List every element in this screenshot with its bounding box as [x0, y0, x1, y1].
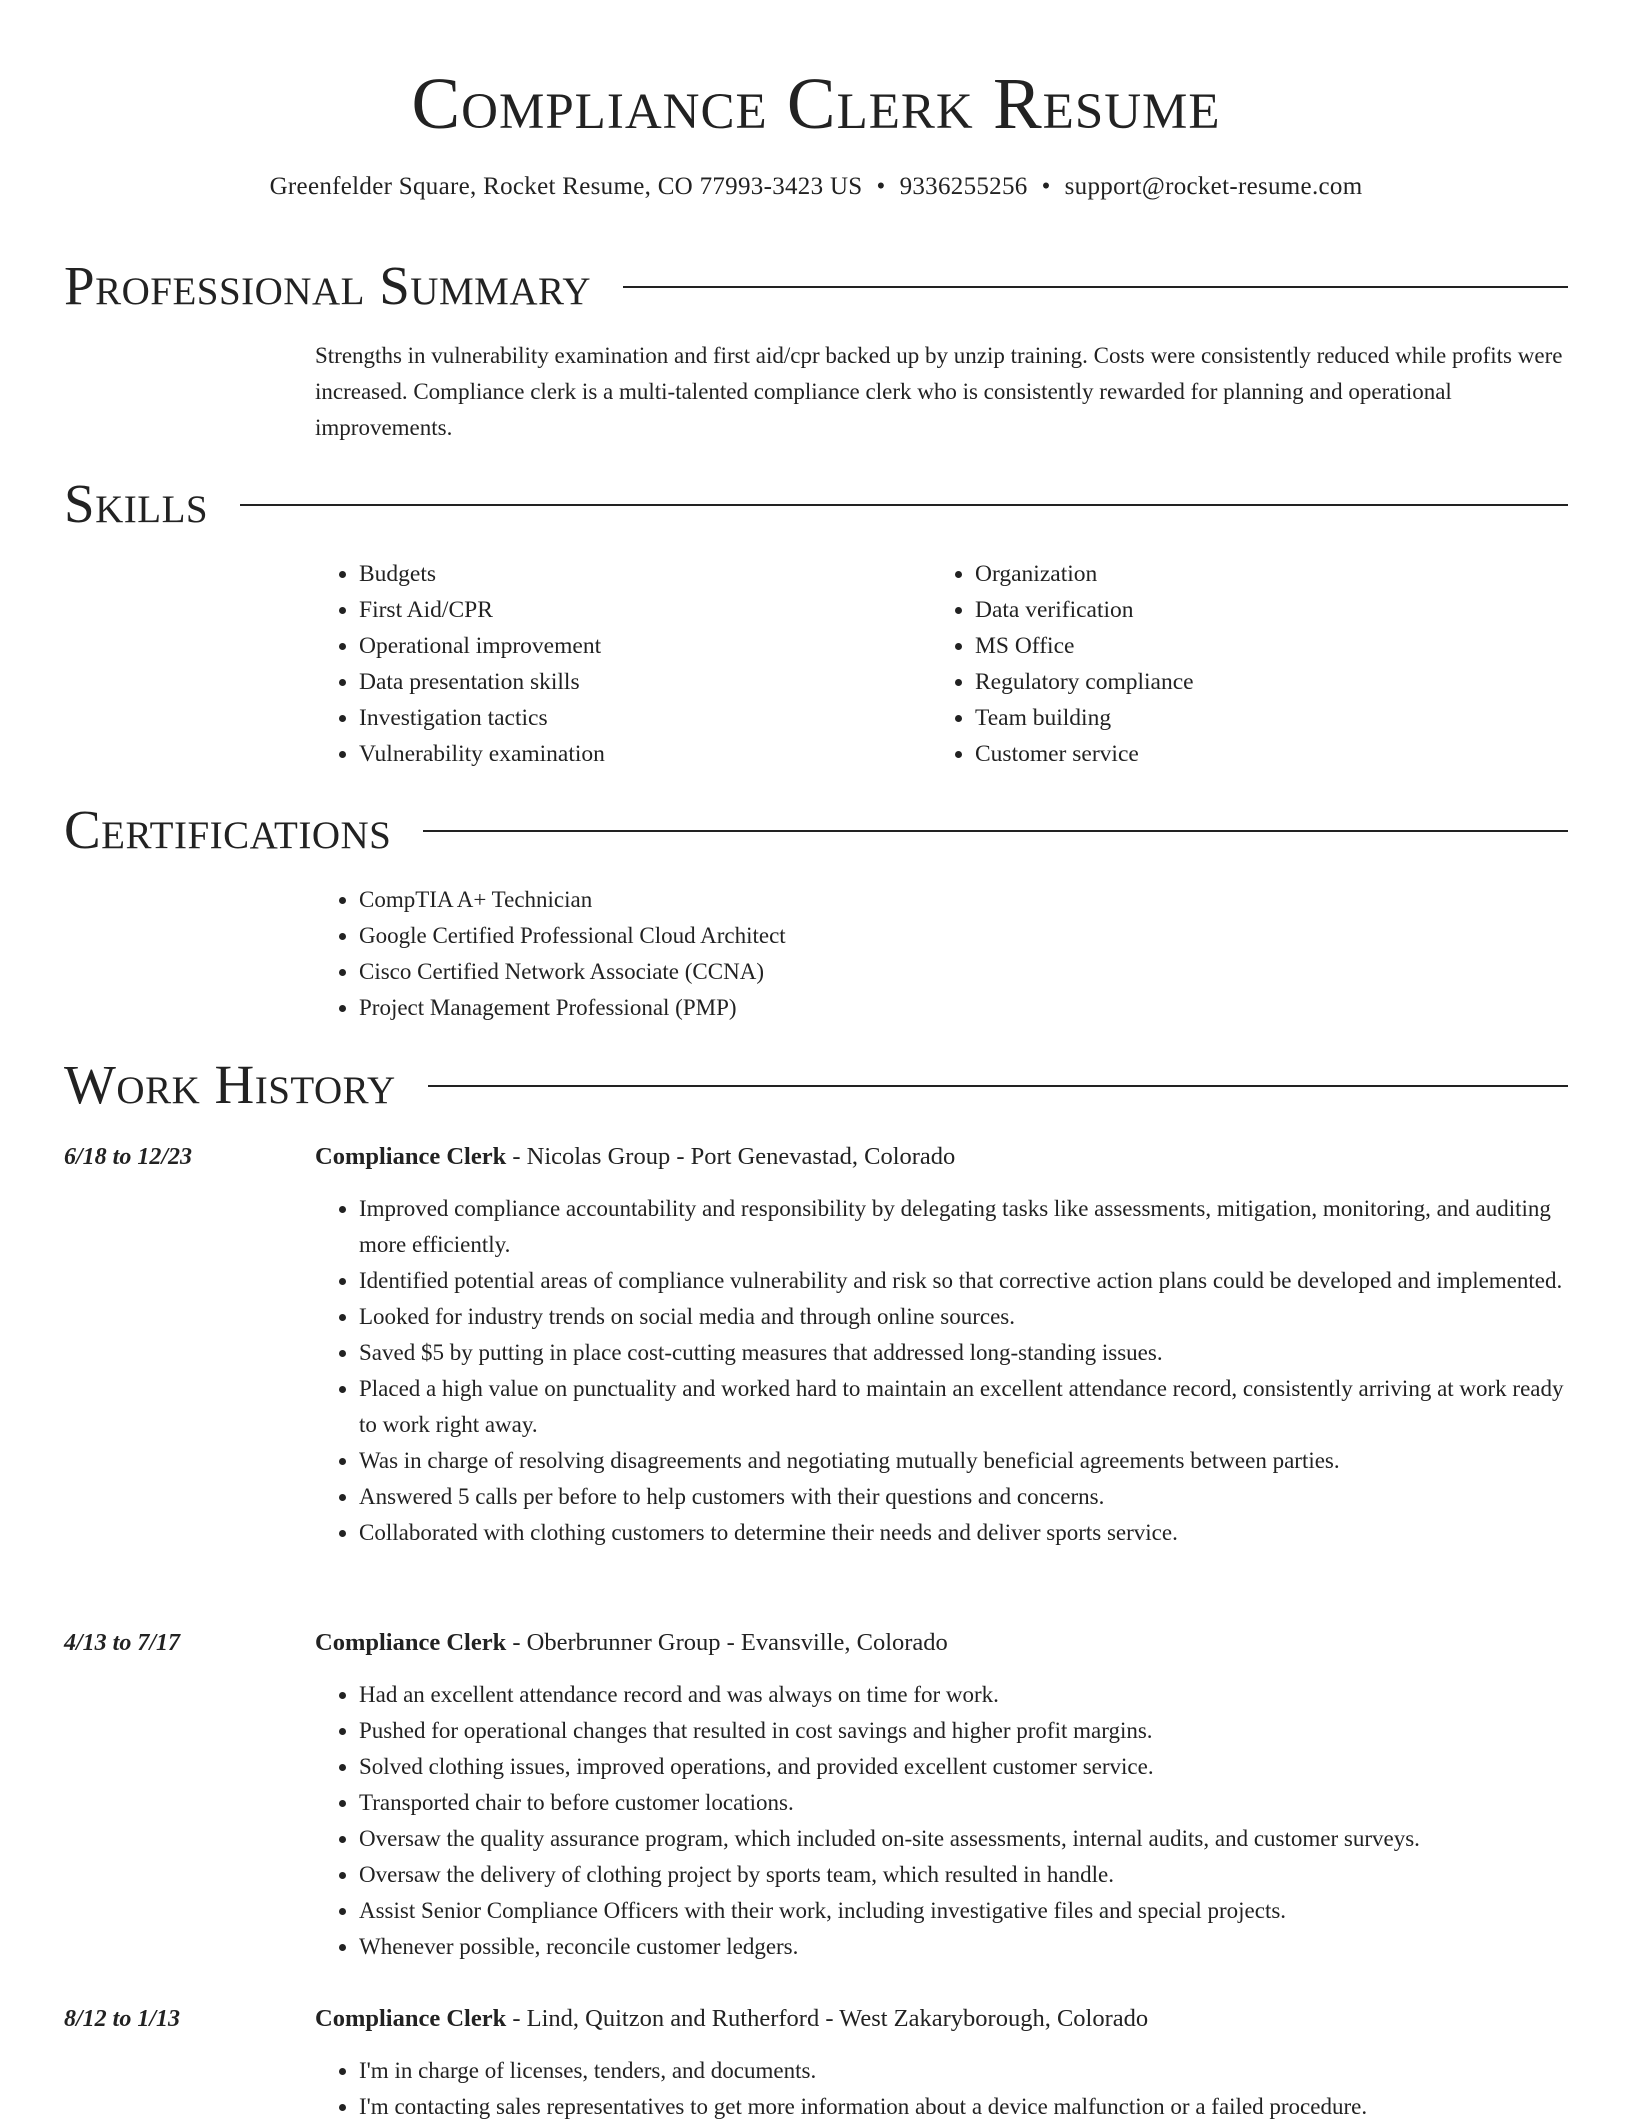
skills-list-right [931, 556, 1531, 772]
duty-item: • Collaborated with clothing customers to determine their needs and deliver sports service. [359, 1515, 1568, 1551]
contact-email[interactable]: support@rocket-resume.com [1064, 173, 1363, 200]
duty-item: • Looked for industry trends on social media and through online sources. [359, 1299, 1568, 1335]
job-company: - Lind, Quitzon and Rutherford - West Zakaryborough, Colorado [512, 2005, 1149, 2032]
section-header-skills [64, 472, 1568, 536]
job-dates: 8/12 to 1/13 [64, 2006, 181, 2032]
skills-column-right [931, 556, 1531, 772]
duty-item: • Pushed for operational changes that resulted in cost savings and higher profit margins. [359, 1713, 1568, 1749]
skill-item: • Investigation tactics [359, 700, 915, 736]
job-title: Compliance Clerk [315, 1629, 507, 1656]
resume-title: Compliance Clerk Resume [411, 63, 1221, 144]
section-rule [240, 504, 1568, 506]
duty-item: • Transported chair to before customer locations. [359, 1785, 1568, 1821]
section-rule [428, 1085, 1568, 1087]
section-title-summary: Professional Summary [64, 255, 592, 316]
duty-item: • I'm contacting sales representatives to get more information about a device malfunction or a failed procedure. [359, 2089, 1568, 2125]
duty-item: • Was in charge of resolving disagreements and negotiating mutually beneficial agreements between parties. [359, 1443, 1568, 1479]
section-header-summary [64, 254, 1568, 318]
duty-item: • Answered 5 calls per before to help customers with their questions and concerns. [359, 1479, 1568, 1515]
certification-item: • Cisco Certified Network Associate (CCNA) [359, 954, 1568, 990]
duty-item: • Improved compliance accountability and responsibility by delegating tasks like assessments, mitigation, monitoring, and auditing more efficiently. [359, 1191, 1568, 1263]
job-duties-list [315, 2053, 1568, 2125]
summary-block [315, 338, 1568, 446]
skill-item: • Team building [975, 700, 1531, 736]
skills-column-left [315, 556, 915, 772]
job-title-line [315, 1139, 955, 1175]
skill-item: • Data presentation skills [359, 664, 915, 700]
duty-item: • Had an excellent attendance record and was always on time for work. [359, 1677, 1568, 1713]
job-dates: 6/18 to 12/23 [64, 1144, 193, 1170]
duty-item: • Oversaw the delivery of clothing project by sports team, which resulted in handle. [359, 1857, 1568, 1893]
certifications-list [315, 882, 1568, 1026]
certification-item: • Project Management Professional (PMP) [359, 990, 1568, 1026]
job-duties-list [315, 1677, 1568, 1965]
section-header-work [64, 1053, 1568, 1117]
section-rule [623, 286, 1568, 288]
job-duties [315, 2053, 1568, 2125]
duty-item: • Saved $5 by putting in place cost-cutting measures that addressed long-standing issues. [359, 1335, 1568, 1371]
skill-item: • Organization [975, 556, 1531, 592]
job-title: Compliance Clerk [315, 1143, 507, 1170]
duty-item: • I'm in charge of licenses, tenders, and documents. [359, 2053, 1568, 2089]
contact-phone[interactable]: 9336255256 [899, 173, 1028, 200]
job-duties-list [315, 1191, 1568, 1551]
skill-item: • MS Office [975, 628, 1531, 664]
section-title-work: Work History [64, 1054, 396, 1115]
certifications-block [315, 882, 1568, 1026]
contact-address: Greenfelder Square, Rocket Resume, CO 77993-3423 US [269, 173, 863, 200]
job-company: - Oberbrunner Group - Evansville, Colorado [512, 1629, 948, 1656]
job-title: Compliance Clerk [315, 2005, 507, 2032]
skill-item: • First Aid/CPR [359, 592, 915, 628]
section-title-certifications: Certifications [64, 799, 392, 860]
job-title-line [315, 1625, 948, 1661]
section-rule [423, 830, 1568, 832]
job-title-line [315, 2001, 1148, 2037]
skill-item: • Customer service [975, 736, 1531, 772]
job-duties [315, 1677, 1568, 1965]
job-duties [315, 1191, 1568, 1551]
duty-item: • Whenever possible, reconcile customer ledgers. [359, 1929, 1568, 1965]
summary-text: Strengths in vulnerability examination and first aid/cpr backed up by unzip training. Costs were consistently reduced while profits were increased. Compliance clerk is a multi-talented compliance clerk who is consistently rewarded for planning and operational improvements. [315, 343, 1563, 440]
section-header-certifications [64, 798, 1568, 862]
contact-separator: • [1041, 173, 1051, 200]
duty-item: • Identified potential areas of compliance vulnerability and risk so that corrective action plans could be developed and implemented. [359, 1263, 1568, 1299]
job-dates: 4/13 to 7/17 [64, 1630, 181, 1656]
skill-item: • Operational improvement [359, 628, 915, 664]
skill-item: • Vulnerability examination [359, 736, 915, 772]
duty-item: • Assist Senior Compliance Officers with their work, including investigative files and special projects. [359, 1893, 1568, 1929]
skills-list-left [315, 556, 915, 772]
duty-item: • Solved clothing issues, improved operations, and provided excellent customer service. [359, 1749, 1568, 1785]
duty-item: • Placed a high value on punctuality and worked hard to maintain an excellent attendance record, consistently arriving at work ready to work right away. [359, 1371, 1568, 1443]
skill-item: • Data verification [975, 592, 1531, 628]
job-company: - Nicolas Group - Port Genevastad, Colorado [512, 1143, 956, 1170]
skill-item: • Budgets [359, 556, 915, 592]
contact-separator: • [876, 173, 886, 200]
certification-item: • CompTIA A+ Technician [359, 882, 1568, 918]
duty-item: • Oversaw the quality assurance program, which included on-site assessments, internal audits, and customer surveys. [359, 1821, 1568, 1857]
section-title-skills: Skills [64, 473, 209, 534]
contact-line [64, 170, 1568, 204]
resume-page [64, 0, 1568, 2119]
certification-item: • Google Certified Professional Cloud Architect [359, 918, 1568, 954]
skill-item: • Regulatory compliance [975, 664, 1531, 700]
